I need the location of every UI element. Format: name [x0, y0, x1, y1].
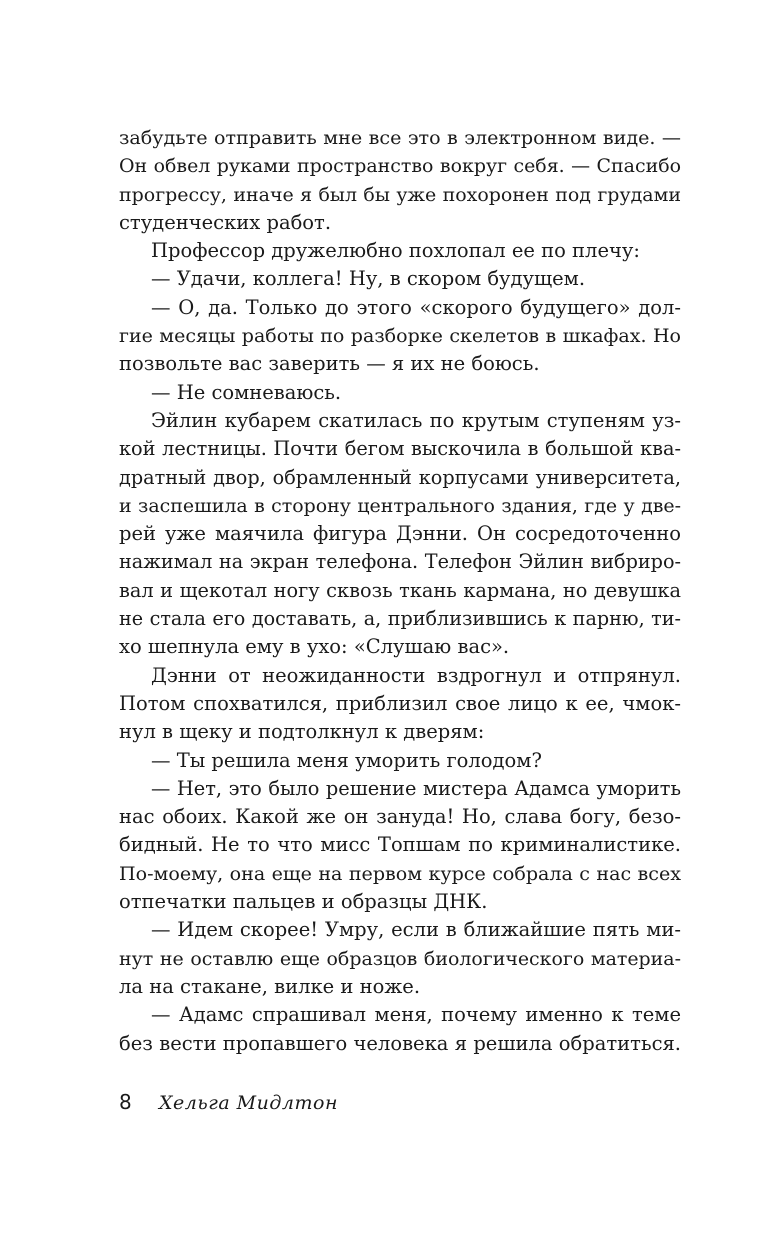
text-line: нул в щеку и подтолкнул к дверям: [119, 720, 485, 744]
text-line: хо шепнула ему в ухо: «Слушаю вас». [119, 635, 510, 659]
text-line: нажимал на экран телефона. Телефон Эйлин вибриро- [119, 550, 681, 574]
text-line: позвольте вас заверить — я их не боюсь. [119, 352, 540, 376]
text-line: — Удачи, коллега! Ну, в скором будущем. [151, 267, 586, 291]
text-line: и заспешила в сторону центрального здания, где у две- [119, 494, 681, 517]
text-line: кой лестницы. Почти бегом выскочила в большой ква- [119, 437, 681, 461]
text-line: Дэнни от неожиданности вздрогнул и отпрянул. [151, 663, 681, 687]
text-line: Потом спохватился, приблизил свое лицо к ее, чмок- [119, 691, 681, 715]
text-line: — Нет, это было решение мистера Адамса уморить [151, 776, 681, 800]
text-line: нас обоих. Какой же он зануда! Но, слава богу, безо- [119, 805, 681, 829]
text-line: По-моему, она еще на первом курсе собрала с нас всех [119, 862, 681, 885]
text-line: отпечатки пальцев и образцы ДНК. [119, 890, 488, 914]
text-line: Эйлин кубарем скатилась по крутым ступеням уз- [151, 408, 681, 432]
text-line: рей уже маячила фигура Дэнни. Он сосредоточенно [119, 522, 681, 546]
text-line: забудьте отправить мне все это в электронном виде. — [119, 126, 681, 149]
text-line: бидный. Не то что мисс Топшам по криминалистике. [119, 833, 681, 857]
text-line: Профессор дружелюбно похлопал ее по плечу: [151, 239, 640, 263]
text-line: — Не сомневаюсь. [151, 380, 342, 404]
author-name: Хельга Мидлтон [159, 1092, 338, 1114]
text-line: не стала его доставать, а, приблизившись к парню, ти- [119, 607, 681, 631]
text-line: — Адамс спрашивал меня, почему именно к теме [151, 1003, 681, 1027]
text-line: без вести пропавшего человека я решила обратиться. [119, 1031, 681, 1055]
page-number: 8 [119, 1090, 132, 1114]
body-text [119, 124, 681, 1058]
text-line: ла на стакане, вилке и ноже. [119, 974, 421, 998]
text-line: студенческих работ. [119, 210, 332, 234]
text-line: нут не оставлю еще образцов биологического материа- [119, 947, 681, 970]
text-line: — Идем скорее! Умру, если в ближайшие пять ми- [151, 918, 681, 942]
text-line: — Ты решила меня уморить голодом? [151, 748, 542, 772]
page-footer [119, 1090, 338, 1120]
text-line: прогрессу, иначе я был бы уже похоронен под грудами [119, 183, 681, 206]
text-line: — О, да. Только до этого «скорого будущего» дол- [151, 295, 681, 319]
text-line: дратный двор, обрамленный корпусами университета, [119, 465, 681, 489]
text-line: гие месяцы работы по разборке скелетов в шкафах. Но [119, 325, 681, 348]
text-line: вал и щекотал ногу сквозь ткань кармана, но девушка [119, 578, 681, 602]
text-line: Он обвел руками пространство вокруг себя. — Спасибо [119, 155, 681, 178]
